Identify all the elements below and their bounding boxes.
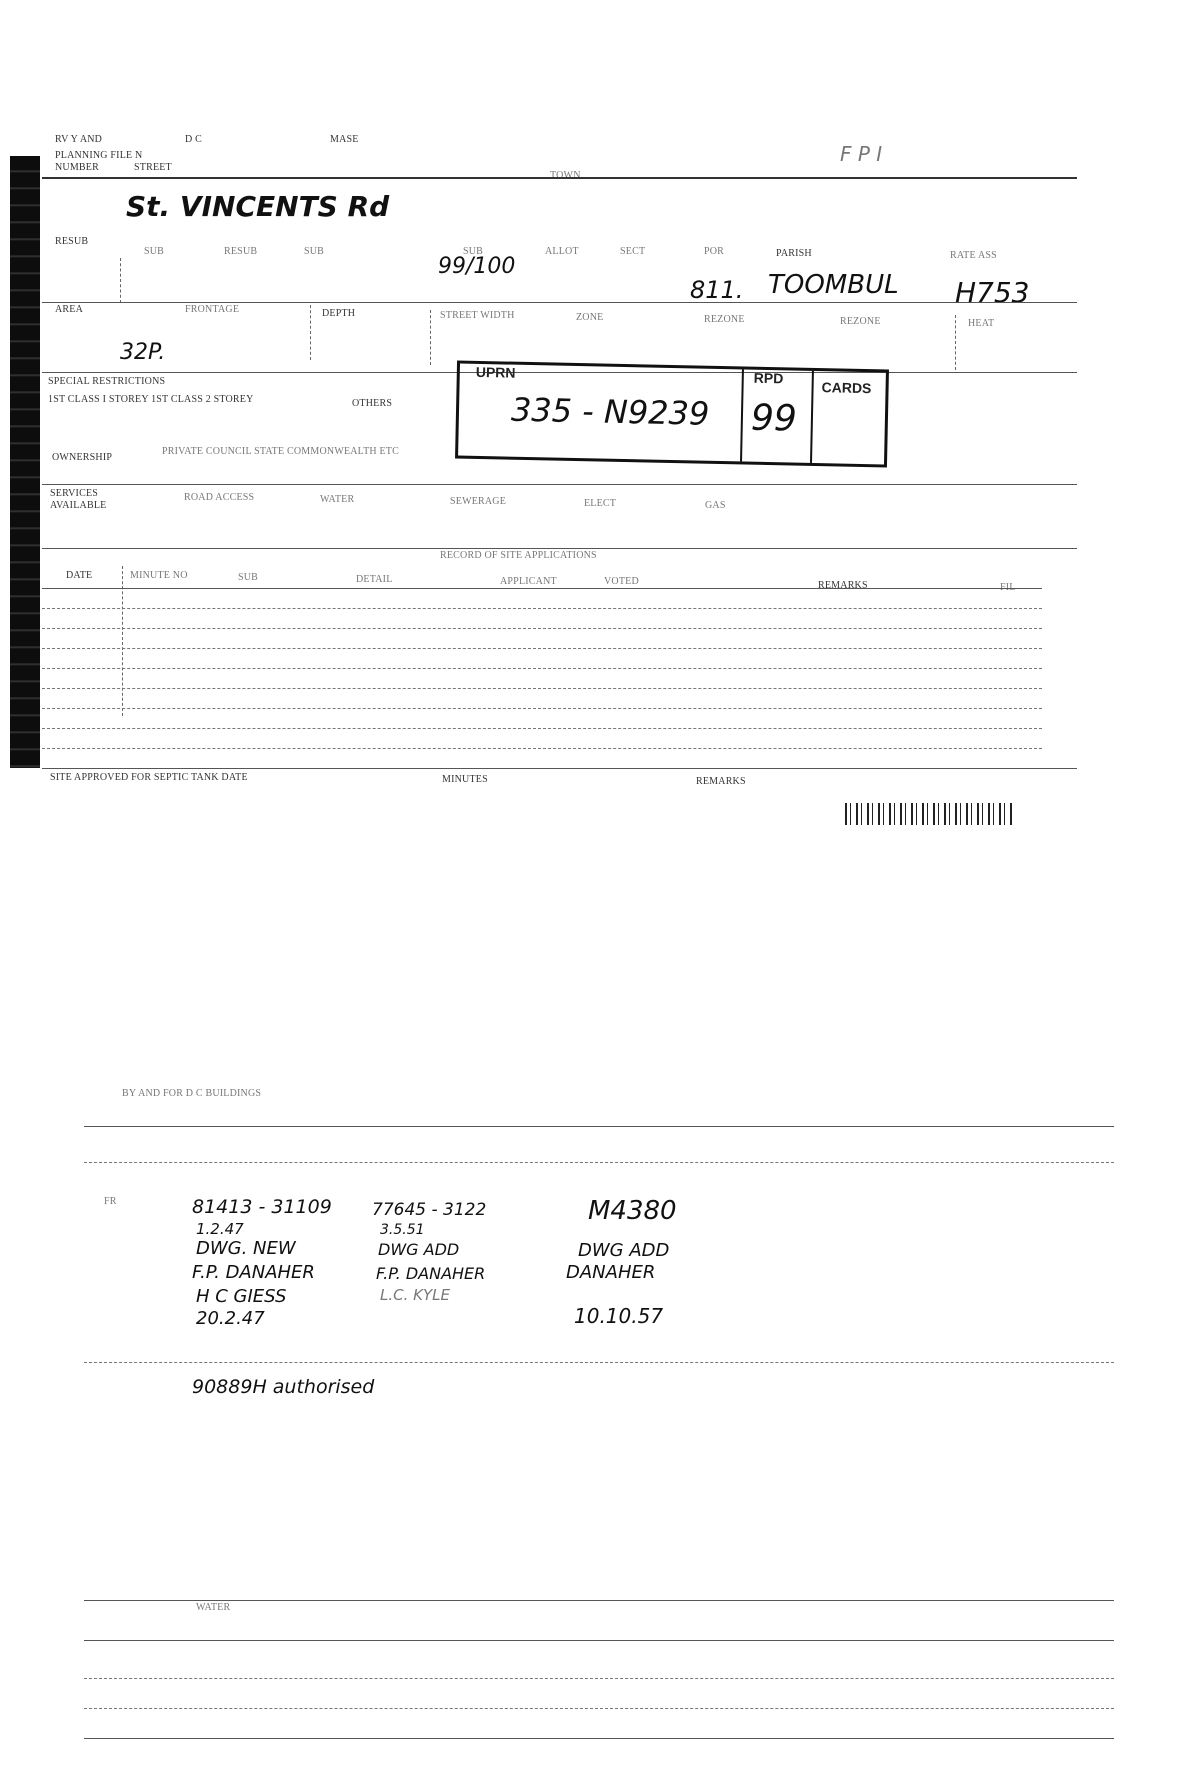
stamp-text: F P I	[840, 142, 883, 166]
fil-col: FIL	[1000, 582, 1016, 593]
table-rule-5	[42, 668, 1042, 669]
divider-b	[310, 305, 311, 360]
card2-rule-4	[84, 1600, 1114, 1601]
uprn-header: UPRN	[475, 363, 516, 381]
rezone-label-2: REZONE	[840, 316, 881, 327]
street-label: STREET	[134, 162, 172, 173]
card2-rule-8	[84, 1738, 1114, 1739]
sewerage-label: SEWERAGE	[450, 496, 507, 507]
uprn-divider-1	[740, 369, 744, 461]
planning-file-label: PLANNING FILE N	[55, 150, 143, 161]
header-top-right: MASE	[330, 134, 359, 145]
col3-line-3: DANAHER	[566, 1262, 656, 1283]
table-rule-2	[42, 608, 1042, 609]
col2-line-4: F.P. DANAHER	[376, 1264, 486, 1283]
minutes-label: MINUTES	[442, 774, 488, 785]
special-restrictions-label: SPECIAL RESTRICTIONS	[48, 376, 166, 387]
col2-line-2: 3.5.51	[380, 1222, 425, 1238]
detail-col: DETAIL	[356, 574, 393, 585]
rate-ass-label: RATE ASS	[950, 250, 997, 261]
cards-header: CARDS	[821, 379, 872, 397]
sub-label-2: SUB	[304, 246, 325, 257]
col1-line-6: 20.2.47	[196, 1308, 265, 1329]
remarks-label-2: REMARKS	[696, 776, 746, 787]
road-access-label: ROAD ACCESS	[184, 492, 255, 503]
septic-label: SITE APPROVED FOR SEPTIC TANK DATE	[50, 772, 248, 783]
zone-label: ZONE	[576, 312, 604, 323]
class-line: 1ST CLASS I STOREY 1ST CLASS 2 STOREY	[48, 394, 254, 405]
sect-label: SECT	[620, 246, 646, 257]
col1-line-4: F.P. DANAHER	[192, 1262, 315, 1283]
services-label: SERVICES	[50, 488, 99, 499]
rule-2	[42, 302, 1077, 303]
sub-col: SUB	[238, 572, 259, 583]
card2-rule-3	[84, 1362, 1114, 1363]
col2-line-5: L.C. KYLE	[380, 1286, 450, 1304]
col2-line-1: 77645 - 3122	[372, 1200, 487, 1220]
col3-line-4: 10.10.57	[574, 1304, 664, 1328]
divider-a	[120, 258, 121, 303]
heat-label: HEAT	[968, 318, 995, 329]
area-label: AREA	[55, 304, 84, 315]
card2-rule-2	[84, 1162, 1114, 1163]
remarks-col: REMARKS	[818, 580, 868, 591]
ownership-label: OWNERSHIP	[52, 452, 113, 463]
town-label: TOWN	[550, 170, 581, 181]
barcode	[845, 803, 1015, 825]
available-label: AVAILABLE	[50, 500, 107, 511]
water-label: WATER	[320, 494, 355, 505]
col1-line-5: H C GIESS	[196, 1286, 287, 1307]
card2-rule-5	[84, 1640, 1114, 1641]
uprn-value: 335 - N9239	[510, 390, 710, 433]
table-rule-7	[42, 708, 1042, 709]
card2-rule-7	[84, 1708, 1114, 1709]
parish-label: PARISH	[776, 248, 812, 259]
rule-5	[42, 548, 1077, 549]
resub-label: RESUB	[55, 236, 89, 247]
divider-d	[955, 315, 956, 370]
col2-line-3: DWG ADD	[378, 1240, 460, 1259]
por-label: POR	[704, 246, 725, 257]
table-rule-3	[42, 628, 1042, 629]
uprn-box	[455, 360, 889, 467]
card2-rule-1	[84, 1126, 1114, 1127]
table-rule-6	[42, 688, 1042, 689]
col1-line-1: 81413 - 31109	[192, 1196, 332, 1218]
elect-label: ELECT	[584, 498, 617, 509]
col1-line-2: 1.2.47	[196, 1220, 244, 1238]
sub-label-3: SUB	[463, 246, 484, 257]
record-title: RECORD OF SITE APPLICATIONS	[440, 550, 597, 561]
col3-line-2: DWG ADD	[578, 1240, 670, 1261]
date-col: DATE	[66, 570, 93, 581]
table-rule-1	[42, 588, 1042, 589]
sub-label: SUB	[144, 246, 165, 257]
col1-line-3: DWG. NEW	[196, 1238, 296, 1259]
divider-c	[430, 310, 431, 365]
rpd-value: 99	[750, 397, 798, 440]
rule-4	[42, 484, 1077, 485]
street-value: St. VINCENTS Rd	[126, 190, 390, 223]
resub-label-2: RESUB	[224, 246, 258, 257]
rpd-header: RPD	[753, 369, 784, 387]
por-value: 811.	[690, 276, 744, 304]
voted-col: VOTED	[604, 576, 639, 587]
depth-label: DEPTH	[322, 308, 356, 319]
ownership-options: PRIVATE COUNCIL STATE COMMONWEALTH ETC	[162, 446, 399, 457]
scan-edge-bar	[10, 156, 40, 768]
number-label: NUMBER	[55, 162, 99, 173]
minute-no-col: MINUTE NO	[130, 570, 188, 581]
table-rule-4	[42, 648, 1042, 649]
rate-value: H753	[955, 276, 1030, 309]
col3-line-1: M4380	[588, 1196, 677, 1226]
header-top-left: RV Y AND	[55, 134, 103, 145]
rule-6	[42, 768, 1077, 769]
others-label: OTHERS	[352, 398, 393, 409]
parish-value: TOOMBUL	[768, 270, 899, 300]
allot-label: ALLOT	[545, 246, 579, 257]
table-rule-9	[42, 748, 1042, 749]
area-value: 32P.	[120, 340, 166, 365]
sub-value: 99/100	[438, 254, 516, 279]
uprn-divider-2	[810, 371, 814, 463]
card2-water-label: WATER	[196, 1602, 231, 1613]
rule-1	[42, 177, 1077, 179]
card2-header: BY AND FOR D C BUILDINGS	[122, 1088, 262, 1099]
rezone-label: REZONE	[704, 314, 745, 325]
card2-note: 90889H authorised	[192, 1376, 375, 1398]
applicant-col: APPLICANT	[500, 576, 557, 587]
frontage-label: FRONTAGE	[185, 304, 240, 315]
card2-fr-label: FR	[104, 1196, 117, 1207]
header-top-mid: D C	[185, 134, 202, 145]
street-width-label: STREET WIDTH	[440, 310, 515, 321]
card2-rule-6	[84, 1678, 1114, 1679]
table-rule-8	[42, 728, 1042, 729]
gas-label: GAS	[705, 500, 726, 511]
